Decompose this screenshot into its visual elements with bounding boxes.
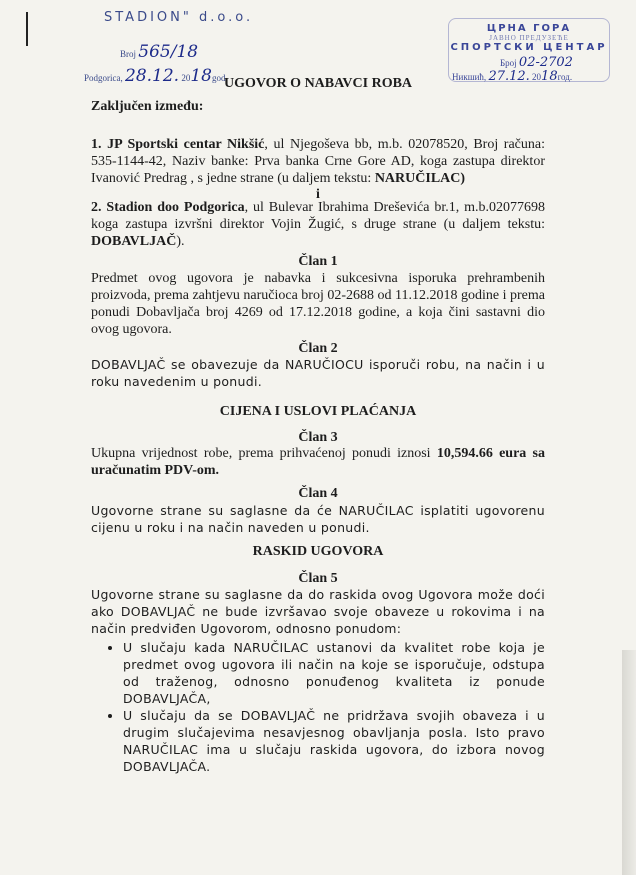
stamp-god: god. (211, 73, 228, 83)
stamp-r-place: Никшић, (452, 72, 487, 82)
clan5-paragraph: Ugovorne strane su saglasne da do raskida ovog Ugovora može doći ako DOBAVLJAČ ne bude izvršavao svoje obaveze u rokovima i na način predviđen Ugovorom, odnosno ponudom: (91, 587, 545, 636)
clan3-heading: Član 3 (298, 430, 338, 445)
stamp-place: Podgorica (84, 73, 121, 83)
clan4-paragraph: Ugovorne strane su saglasne da će NARUČILAC isplatiti ugovorenu cijenu u roku i na način naveden u ponudi. (91, 503, 545, 535)
party1-text: , ul Njegoševa bb, m.b. 02078520, Broj računa: 535-1144-42, Naziv banke: Prva banka Crne Gore AD, koga zastupa direktor Ivanović Predrag , s jedne strane (u daljem tekstu: (91, 137, 546, 186)
clan4-heading: Član 4 (298, 486, 338, 501)
stamp-date-row: Podgorica, 28.12. 2018god. (84, 66, 228, 86)
clan5-list (91, 639, 545, 775)
clan4-text (91, 502, 545, 536)
stamp-r-god: год. (557, 72, 573, 82)
party2-text: , ul Bulevar Ibrahima Dreševića br.1, m.b.02077698 koga zastupa izvršni direktor Vojin Žugić, s druge strane (u daljem tekstu: (91, 200, 545, 232)
stamp-broj-row (120, 42, 198, 62)
clan3-text (91, 445, 545, 479)
stadion-stamp (84, 10, 264, 86)
stamp-broj-label: Broj (120, 49, 137, 59)
party2-name: Stadion doo Podgorica (106, 200, 245, 215)
party2-num: 2. (91, 200, 102, 215)
stamp-company: STADION" d.o.o. (104, 10, 254, 25)
section-raskid: RASKID UGOVORA (252, 544, 384, 559)
stamp-year: 18 (190, 66, 212, 86)
clan1-text (91, 270, 545, 338)
stamp-r-broj-row (500, 55, 573, 70)
party1-name: JP Sportski centar Nikšić (107, 137, 265, 152)
clan1-paragraph: Predmet ovog ugovora je nabavka i sukcesivna isporuka prehrambenih proizvoda, prema zahtjevu naručioca broj 02-2688 od 11.12.2018 godine i prema ponudi Dobavljača broj 4269 od 17.12.2018 godine, a koja čini sastavni dio ovog ugovora. (91, 271, 545, 337)
binding-mark (26, 12, 28, 46)
clan5-bullet-1: • U slučaju kada NARUČILAC ustanovi da kvalitet robe koja je predmet ovog ugovora ili način na koje se isporučuje, odstupa od traženog, odnosno ponuđenog kvaliteta iz ponude DOBAVLJAČA, (123, 639, 545, 707)
clan5-bullet-2: • U slučaju da se DOBAVLJAČ ne pridržava svojih obaveza i u drugim slučajevima nesavjesnog obavljanja posla. Isto pravo NARUČILAC ima u slučaju raskida ugovora, do izbora novog DOBAVLJAČA. (123, 707, 545, 775)
clan5-text (91, 586, 545, 775)
stamp-r-broj-label: Број (500, 58, 517, 68)
party2-end: ). (176, 234, 185, 249)
zakljucen-heading: Zaključen između: (91, 99, 204, 114)
stamp-r-date: 27.12. (488, 69, 530, 84)
party-2 (91, 199, 545, 250)
clan2-paragraph: DOBAVLJAČ se obavezuje da NARUČIOCU isporuči robu, na način i u roku navedenim u ponudi. (91, 357, 545, 389)
party1-alias: NARUČILAC) (374, 171, 466, 186)
clan3-amount: 10,594.66 eura sa uračunatim PDV-om. (91, 446, 545, 478)
stamp-r-line1: ЦРНА ГОРА (486, 23, 572, 34)
clan3-text-a: Ukupna vrijednost robe, prema prihvaćenoj ponudi iznosi (91, 446, 437, 461)
stamp-broj-value: 565/18 (138, 42, 199, 62)
party1-num: 1. (91, 137, 102, 152)
stamp-r-year-prefix: 20 (532, 72, 542, 82)
party2-alias: DOBAVLJAČ (91, 234, 177, 249)
stamp-r-line3: СПОРТСКИ ЦЕНТАР (450, 42, 608, 53)
clan2-text (91, 356, 545, 390)
conjunction-i: i (316, 187, 320, 202)
section-cijena: CIJENA I USLOVI PLAĆANJA (219, 404, 417, 419)
stamp-date: 28.12. (125, 66, 180, 86)
clan2-heading: Član 2 (298, 341, 338, 356)
contract-title: UGOVOR O NABAVCI ROBA (223, 76, 413, 91)
stamp-year-prefix: 20 (181, 73, 191, 83)
clan1-heading: Član 1 (298, 254, 338, 269)
clan5-heading: Član 5 (298, 571, 338, 586)
stamp-r-broj-value: 02-2702 (518, 55, 573, 70)
stamp-r-year: 18 (541, 69, 558, 84)
party-1 (91, 136, 545, 187)
stamp-r-line2: ЈАВНО ПРЕДУЗЕЋЕ (489, 34, 569, 42)
page-edge-shadow (622, 650, 636, 875)
